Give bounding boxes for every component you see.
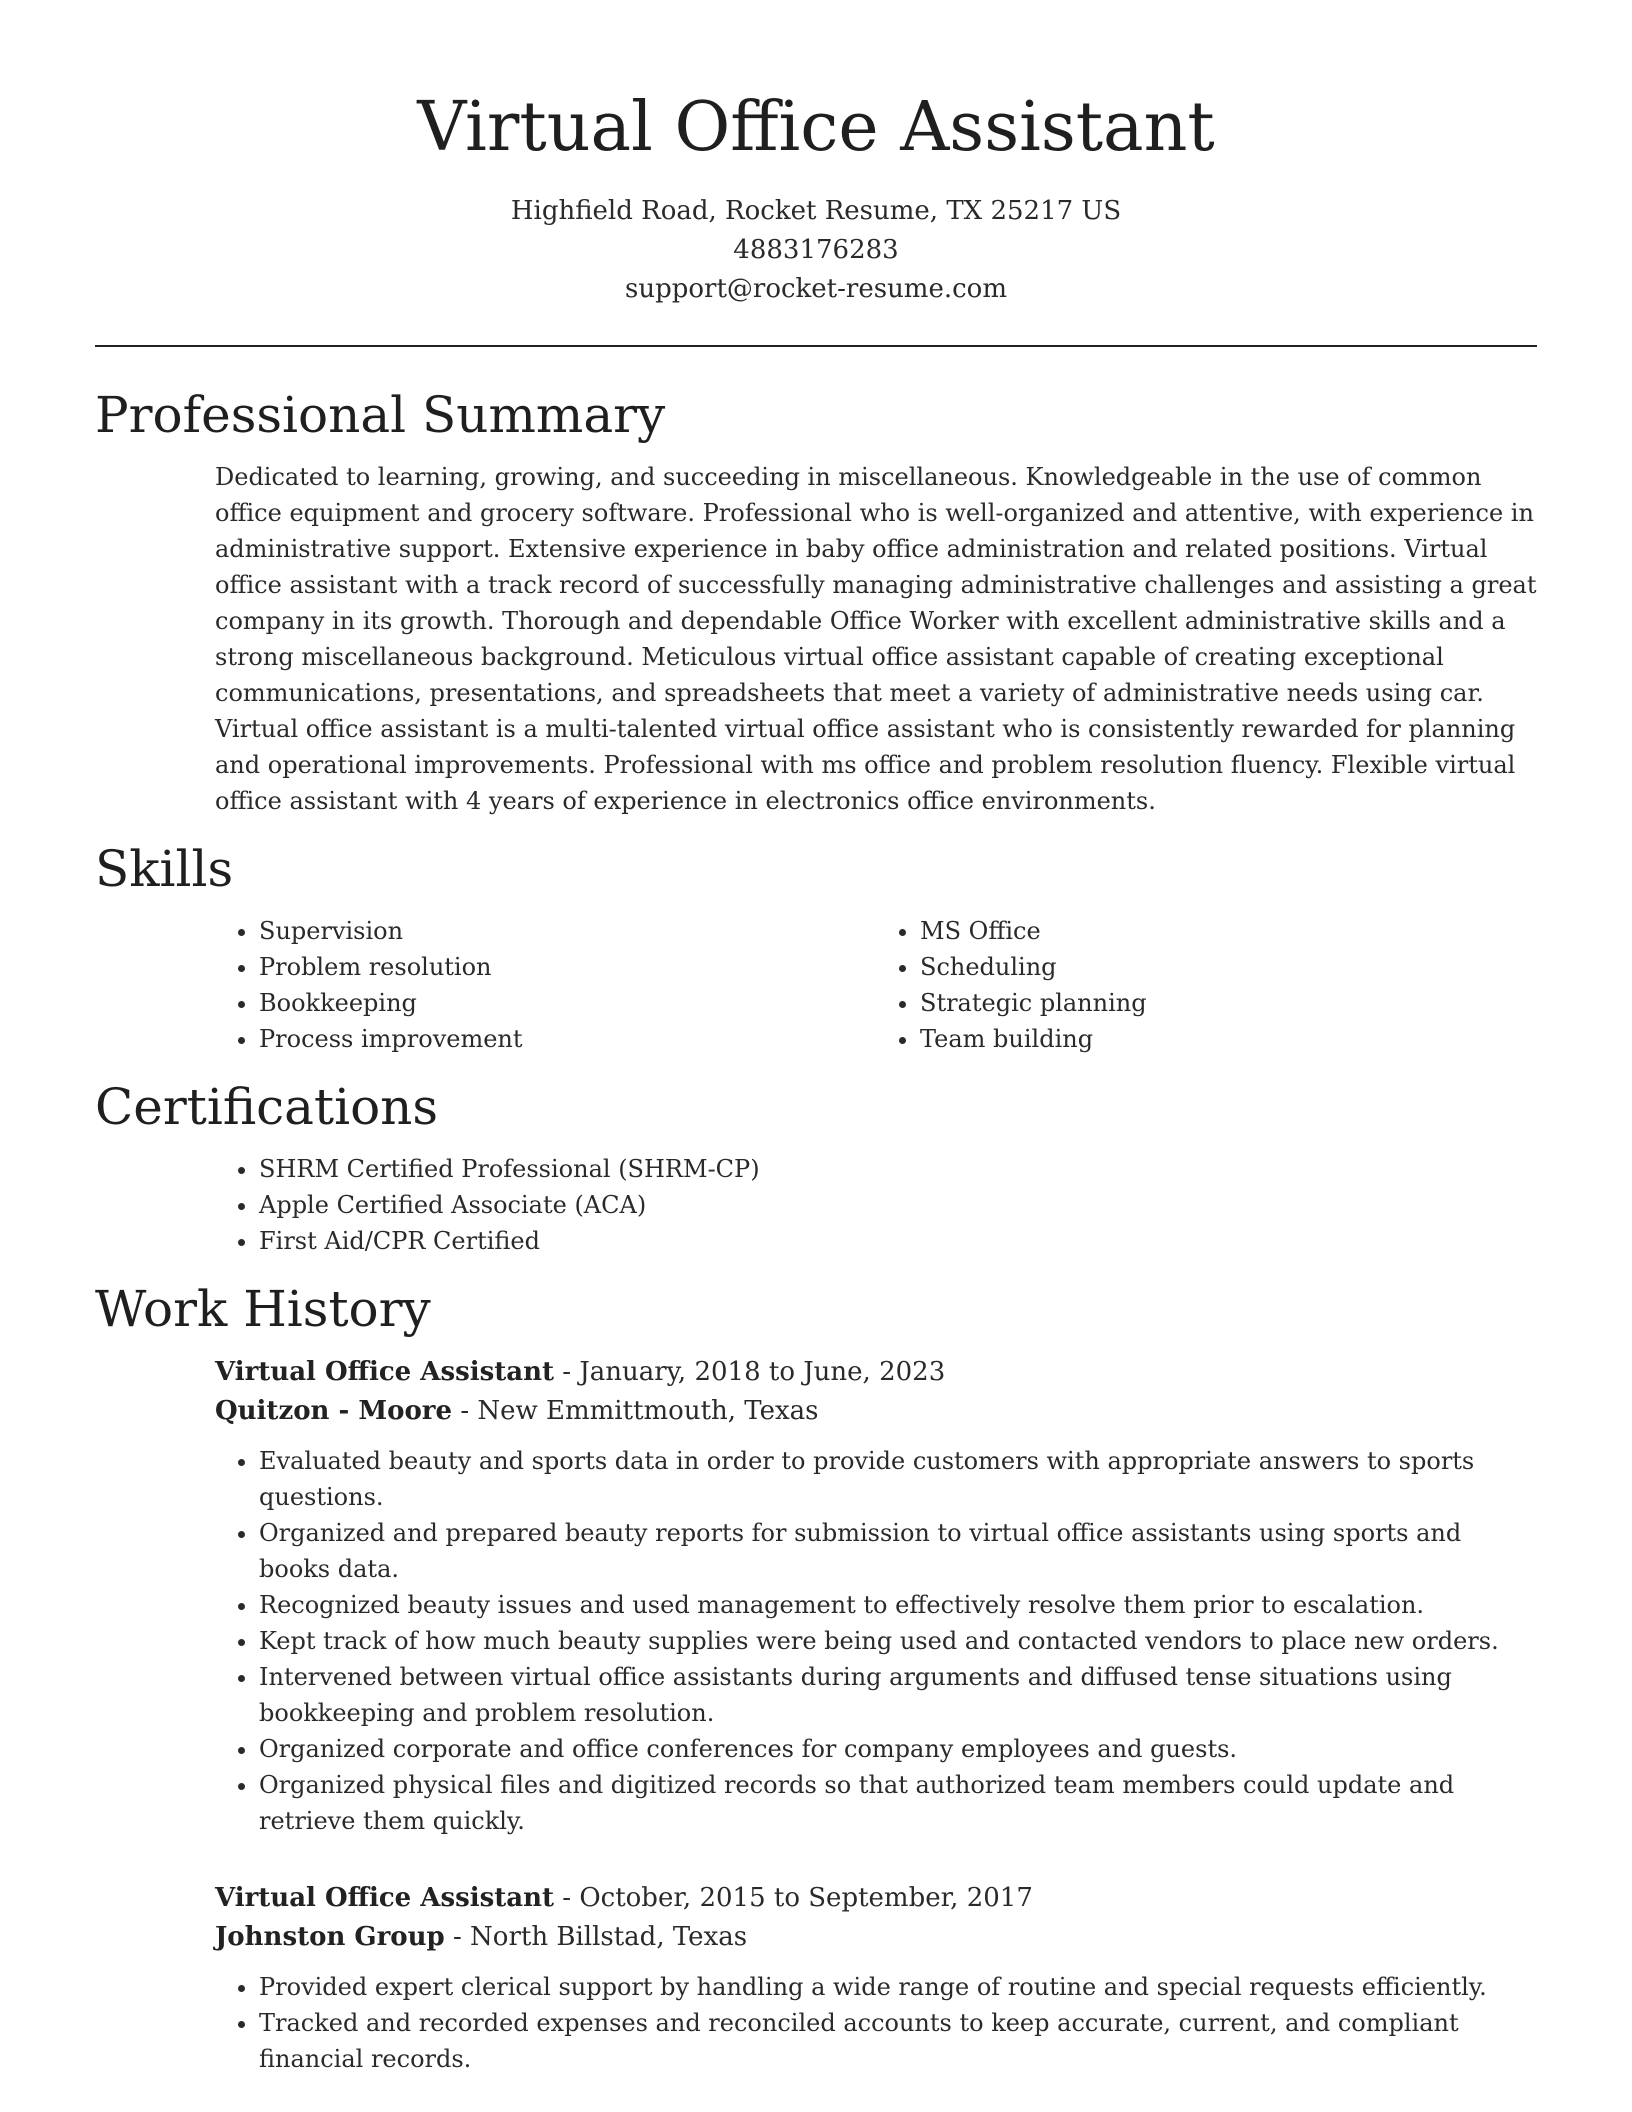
job-duties — [215, 1443, 1537, 1839]
skills-section — [95, 839, 1537, 1057]
duty-item: • Tracked and recorded expenses and reconciled accounts to keep accurate, current, and compliant financial records. — [259, 2005, 1537, 2077]
skills-heading: Skills — [95, 840, 234, 898]
skill-item: • Scheduling — [920, 949, 1537, 985]
job-title-line — [215, 1879, 1537, 1918]
phone-number: 4883176283 — [733, 235, 899, 265]
skill-item: • Problem resolution — [259, 949, 876, 985]
skills-list-right — [876, 913, 1537, 1057]
duty-item: • Recognized beauty issues and used management to effectively resolve them prior to escalation. — [259, 1587, 1537, 1623]
contact-info — [95, 192, 1537, 309]
work-history-section — [95, 1279, 1537, 2077]
header-divider — [95, 345, 1537, 347]
skill-item: • Supervision — [259, 913, 876, 949]
email-address: support@rocket-resume.com — [624, 274, 1007, 304]
duty-item: • Kept track of how much beauty supplies were being used and contacted vendors to place new orders. — [259, 1623, 1537, 1659]
work-history-heading: Work History — [95, 1280, 431, 1338]
skills-list-left — [215, 913, 876, 1057]
certification-item: • Apple Certified Associate (ACA) — [259, 1187, 1537, 1223]
skill-item: • Process improvement — [259, 1021, 876, 1057]
certification-item: • SHRM Certified Professional (SHRM-CP) — [259, 1151, 1537, 1187]
job-location: - New Emmittmouth, Texas — [460, 1396, 819, 1426]
job-company: Johnston Group — [215, 1922, 445, 1952]
job-company-line — [215, 1392, 1537, 1431]
job-location: - North Billstad, Texas — [453, 1922, 748, 1952]
certifications-heading: Certifications — [95, 1078, 439, 1136]
certifications-section — [95, 1077, 1537, 1259]
duty-item: • Evaluated beauty and sports data in order to provide customers with appropriate answers to sports questions. — [259, 1443, 1537, 1515]
resume-header — [95, 0, 1537, 309]
job-duties — [215, 1969, 1537, 2077]
job-dates: - January, 2018 to June, 2023 — [562, 1357, 946, 1387]
duty-item: • Intervened between virtual office assistants during arguments and diffused tense situations using bookkeeping and problem resolution. — [259, 1659, 1537, 1731]
skill-item: • Strategic planning — [920, 985, 1537, 1021]
job-title-line — [215, 1353, 1537, 1392]
job-company: Quitzon - Moore — [215, 1396, 453, 1426]
job-dates: - October, 2015 to September, 2017 — [562, 1883, 1033, 1913]
job-entry — [215, 1353, 1537, 1839]
skill-item: • MS Office — [920, 913, 1537, 949]
duty-item: • Organized and prepared beauty reports for submission to virtual office assistants using sports and books data. — [259, 1515, 1537, 1587]
skill-item: • Team building — [920, 1021, 1537, 1057]
summary-text: Dedicated to learning, growing, and succeeding in miscellaneous. Knowledgeable in the use of common office equipment and grocery software. Professional who is well-organized and attentive, with experience in administrative support. Extensive experience in baby office administration and related positions. Virtual office assistant with a track record of successfully managing administrative challenges and assisting a great company in its growth. Thorough and dependable Office Worker with excellent administrative skills and a strong miscellaneous background. Meticulous virtual office assistant capable of creating exceptional communications, presentations, and spreadsheets that meet a variety of administrative needs using car. Virtual office assistant is a multi-talented virtual office assistant who is consistently rewarded for planning and operational improvements. Professional with ms office and problem resolution fluency. Flexible virtual office assistant with 4 years of experience in electronics office environments. — [215, 463, 1537, 815]
skill-item: • Bookkeeping — [259, 985, 876, 1021]
certification-item: • First Aid/CPR Certified — [259, 1223, 1537, 1259]
job-entry — [215, 1879, 1537, 2077]
job-company-line — [215, 1918, 1537, 1957]
job-role: Virtual Office Assistant — [215, 1357, 555, 1387]
certifications-list — [215, 1151, 1537, 1259]
summary-heading: Professional Summary — [95, 386, 666, 444]
job-role: Virtual Office Assistant — [215, 1883, 555, 1913]
address: Highfield Road, Rocket Resume, TX 25217 US — [510, 196, 1122, 226]
duty-item: • Organized physical files and digitized records so that authorized team members could update and retrieve them quickly. — [259, 1767, 1537, 1839]
duty-item: • Organized corporate and office conferences for company employees and guests. — [259, 1731, 1537, 1767]
candidate-name: Virtual Office Assistant — [417, 88, 1215, 167]
duty-item: • Provided expert clerical support by handling a wide range of routine and special requests efficiently. — [259, 1969, 1537, 2005]
skills-grid — [215, 913, 1537, 1057]
